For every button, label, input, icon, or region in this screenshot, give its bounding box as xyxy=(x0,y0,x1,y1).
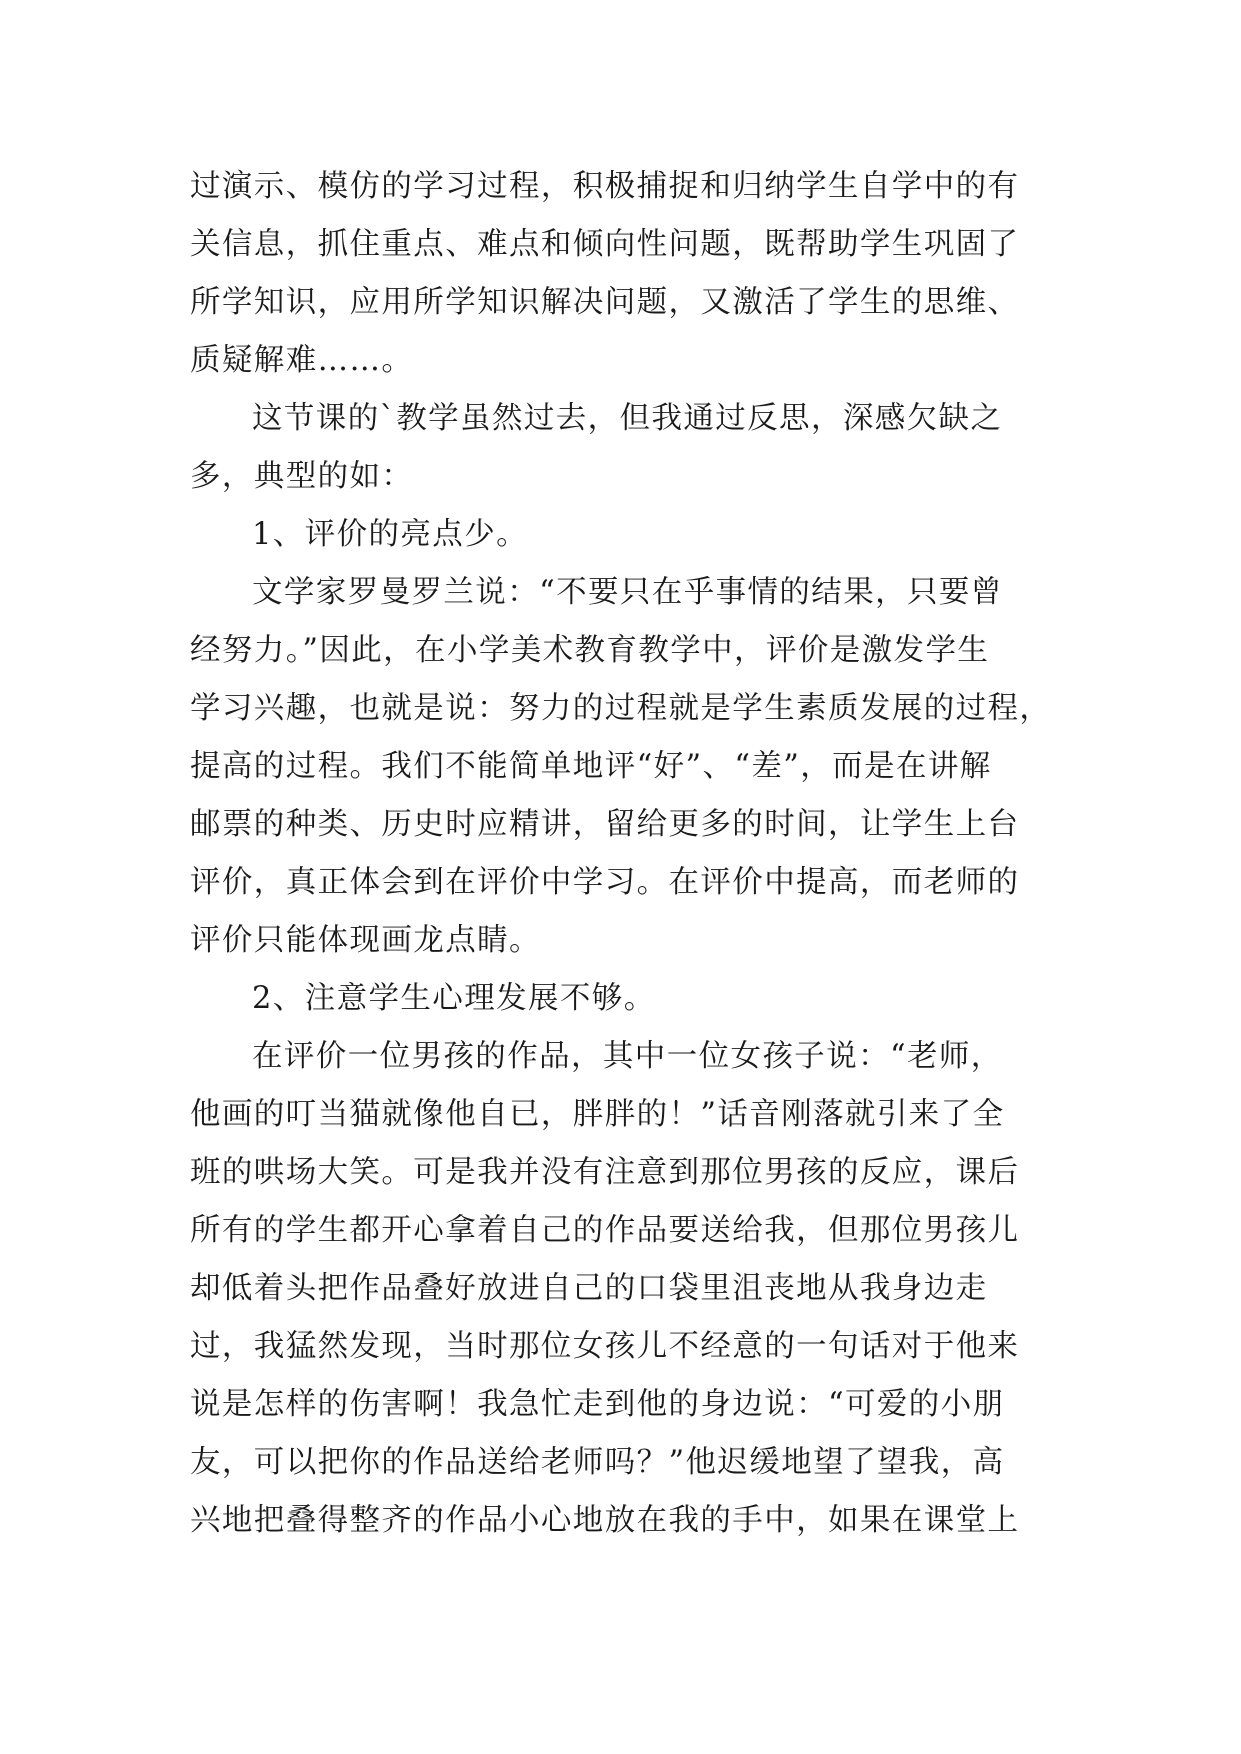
section-heading-1: 1、评价的亮点少。 xyxy=(252,517,529,552)
text-line: 他画的叮当猫就像他自已，胖胖的！”话音刚落就引来了全 xyxy=(190,1097,1005,1132)
paragraph-first-line: 在评价一位男孩的作品，其中一位女孩子说：“老师， xyxy=(252,1039,1003,1074)
document-body xyxy=(190,158,1050,1550)
text-line: 过演示、模仿的学习过程，积极捕捉和归纳学生自学中的有 xyxy=(190,169,1020,204)
text-line: 评价，真正体会到在评价中学习。在评价中提高，而老师的 xyxy=(190,865,1020,900)
paragraph-first-line: 文学家罗曼罗兰说：“不要只在乎事情的结果，只要曾 xyxy=(252,575,1003,610)
text-line: 关信息，抓住重点、难点和倾向性问题，既帮助学生巩固了 xyxy=(190,227,1020,262)
text-line: 友，可以把你的作品送给老师吗？”他迟缓地望了望我，高 xyxy=(190,1445,1005,1480)
text-line: 学习兴趣，也就是说：努力的过程就是学生素质发展的过程， xyxy=(190,691,1052,726)
text-line: 班的哄场大笑。可是我并没有注意到那位男孩的反应，课后 xyxy=(190,1155,1020,1190)
text-line: 却低着头把作品叠好放进自己的口袋里沮丧地从我身边走 xyxy=(190,1271,988,1306)
text-line: 评价只能体现画龙点睛。 xyxy=(190,923,541,958)
text-line: 所学知识，应用所学知识解决问题，又激活了学生的思维、 xyxy=(190,285,1020,320)
text-line: 提高的过程。我们不能简单地评“好”、“差”，而是在讲解 xyxy=(190,749,992,784)
text-line: 所有的学生都开心拿着自己的作品要送给我，但那位男孩儿 xyxy=(190,1213,1020,1248)
text-line: 兴地把叠得整齐的作品小心地放在我的手中，如果在课堂上 xyxy=(190,1503,1020,1538)
paragraph-first-line: 这节课的`教学虽然过去，但我通过反思，深感欠缺之 xyxy=(252,401,1003,436)
text-line: 经努力。”因此，在小学美术教育教学中，评价是激发学生 xyxy=(190,633,990,668)
text-line: 说是怎样的伤害啊！我急忙走到他的身边说：“可爱的小朋 xyxy=(190,1387,1005,1422)
text-line: 多，典型的如： xyxy=(190,459,414,494)
text-line: 过，我猛然发现，当时那位女孩儿不经意的一句话对于他来 xyxy=(190,1329,1020,1364)
text-line: 质疑解难……。 xyxy=(190,343,414,378)
section-heading-2: 2、注意学生心理发展不够。 xyxy=(252,981,656,1016)
text-line: 邮票的种类、历史时应精讲，留给更多的时间，让学生上台 xyxy=(190,807,1020,842)
